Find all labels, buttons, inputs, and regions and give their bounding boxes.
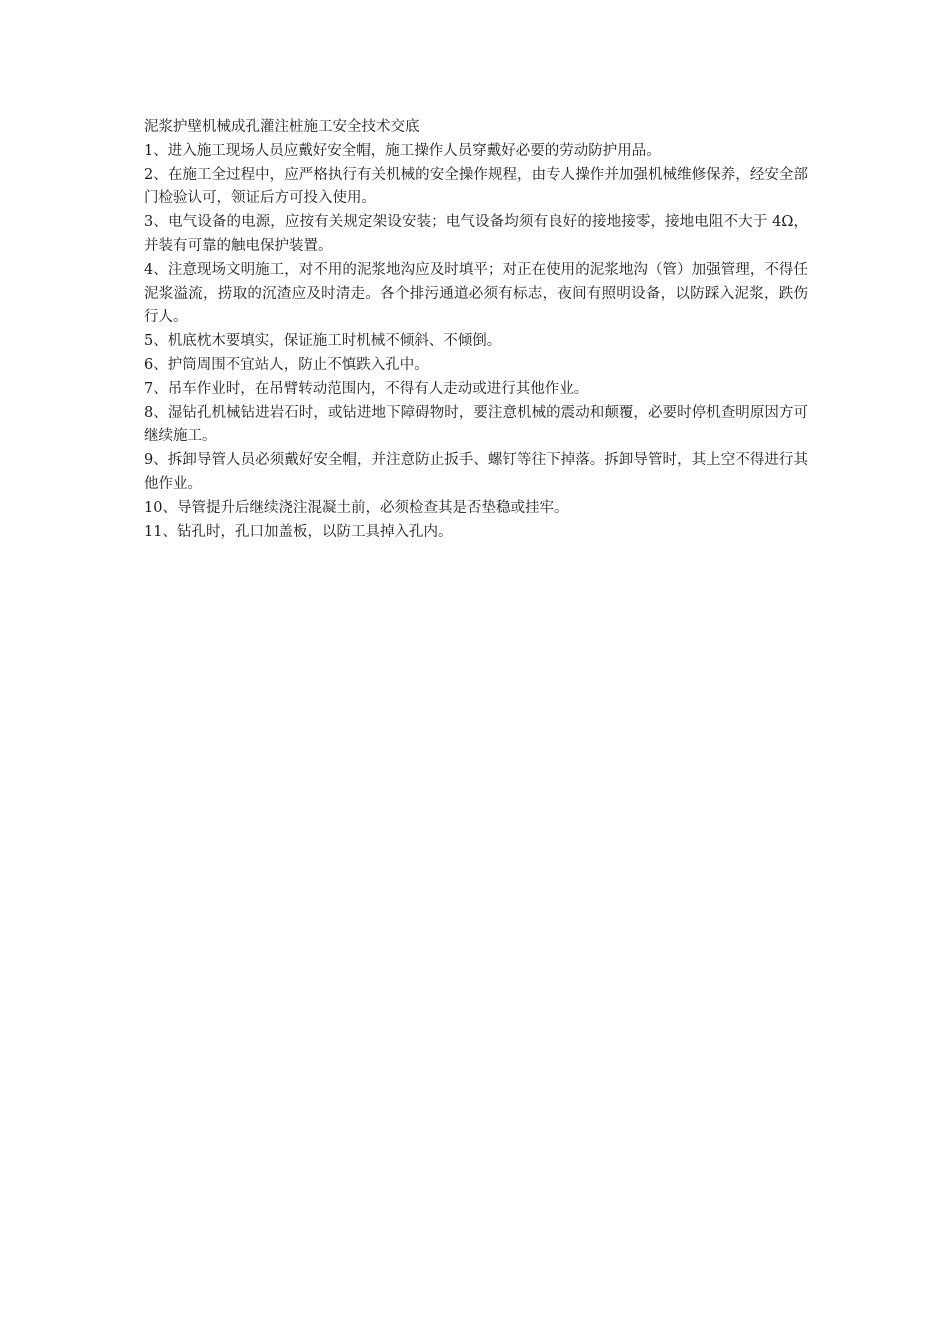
list-item: 11、钻孔时，孔口加盖板，以防工具掉入孔内。 bbox=[144, 523, 453, 540]
list-item: 3、电气设备的电源，应按有关规定架设安装；电气设备均须有良好的接地接零，接地电阻不大于 4Ω，并装有可靠的触电保护装置。 bbox=[144, 214, 808, 254]
list-item: 6、护筒周围不宜站人，防止不慎跌入孔中。 bbox=[144, 356, 429, 373]
list-item: 5、机底枕木要填实，保证施工时机械不倾斜、不倾倒。 bbox=[144, 333, 502, 350]
list-item: 7、吊车作业时，在吊臂转动范围内，不得有人走动或进行其他作业。 bbox=[144, 380, 589, 397]
document-body bbox=[144, 116, 808, 544]
list-item: 10、导管提升后继续浇注混凝土前，必须检查其是否垫稳或挂牢。 bbox=[144, 499, 569, 516]
document-title: 泥浆护壁机械成孔灌注桩施工安全技术交底 bbox=[144, 119, 420, 135]
list-item: 9、拆卸导管人员必须戴好安全帽，并注意防止扳手、螺钉等往下掉落。拆卸导管时，其上空不得进行其他作业。 bbox=[144, 452, 808, 492]
list-item: 4、注意现场文明施工，对不用的泥浆地沟应及时填平；对正在使用的泥浆地沟（管）加强管理，不得任泥浆溢流，捞取的沉渣应及时清走。各个排污通道必须有标志，夜间有照明设备，以防踩入泥浆，跌伤行人。 bbox=[144, 261, 808, 326]
list-item: 8、湿钻孔机械钻进岩石时，或钻进地下障碍物时，要注意机械的震动和颠覆，必要时停机查明原因方可继续施工。 bbox=[144, 404, 808, 445]
list-item: 2、在施工全过程中，应严格执行有关机械的安全操作规程，由专人操作并加强机械维修保养，经安全部门检验认可，领证后方可投入使用。 bbox=[144, 166, 808, 207]
list-item: 1、进入施工现场人员应戴好安全帽，施工操作人员穿戴好必要的劳动防护用品。 bbox=[144, 142, 661, 159]
